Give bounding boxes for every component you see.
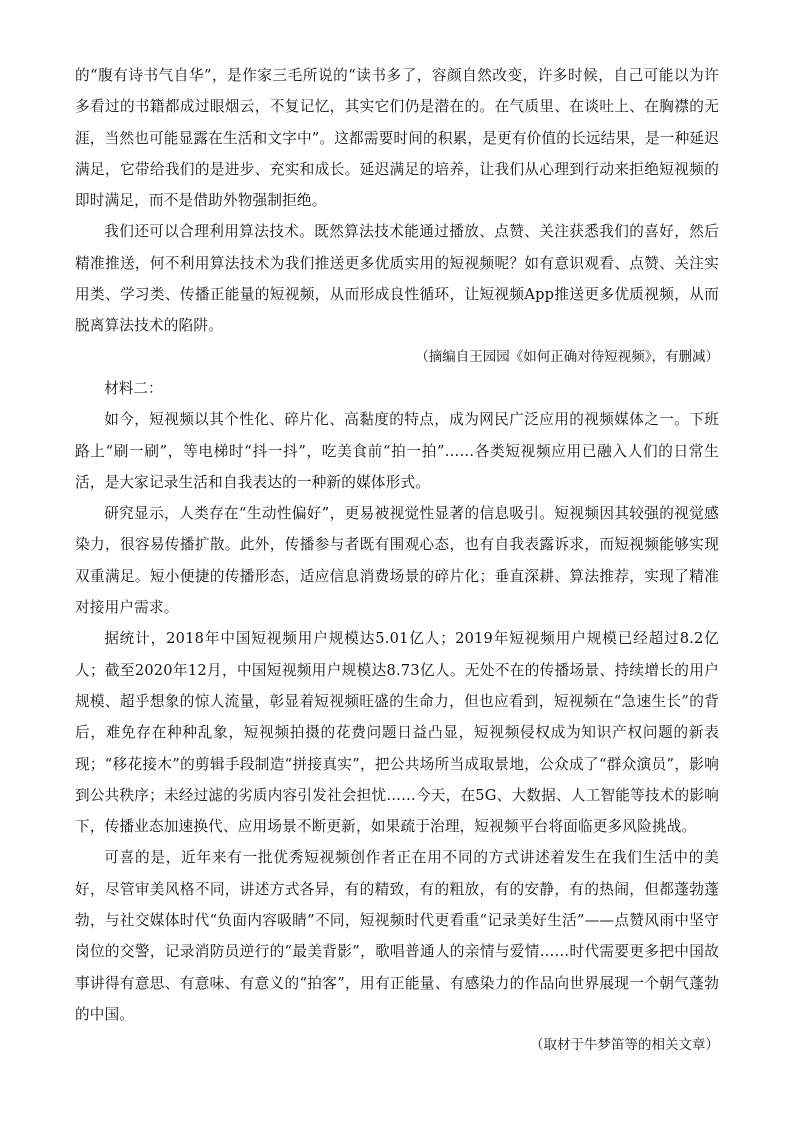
material2-paragraph-3: 据统计，2018年中国短视频用户规模达5.01亿人；2019年短视频用户规模已经超过8.2亿人；截至2020年12月，中国短视频用户规模达8.73亿人。无处不在的传播场景、持续增长的用户规模、超乎想象的惊人流量，彰显着短视频旺盛的生命力，但也应看到，短视频在“急速生长”的背后，难免存在种种乱象，短视频拍摄的花费问题日益凸显，短视频侵权成为知识产权问题的新表现；“移花接木”的剪辑手段制造“拼接真实”，把公共场所当成取景地，公众成了“群众演员”，影响到公共秩序；未经过滤的劣质内容引发社会担忧……今天，在5G、大数据、人工智能等技术的影响下，传播业态加速换代、应用场景不断更新，如果疏于治理，短视频平台将面临更多风险挑战。 (75, 630, 719, 836)
material2-paragraph-4: 可喜的是，近年来有一批优秀短视频创作者正在用不同的方式讲述着发生在我们生活中的美好，尽管审美风格不同，讲述方式各异，有的精致，有的粗放，有的安静，有的热闹，但都蓬勃蓬勃，与社交媒体时代“负面内容吸睛”不同，短视频时代更看重“记录美好生活”——点赞风雨中坚守岗位的交警，记录消防员逆行的“最美背影”，歌唱普通人的亲情与爱情……时代需要更多把中国故事讲得有意思、有意味、有意义的“拍客”，用有正能量、有感染力的作品向世界展现一个朝气蓬勃的中国。 (75, 849, 719, 1023)
material2-source: （取材于牛梦笛等的相关文章） (530, 1037, 719, 1054)
material1-source: （摘编自王园园《如何正确对待短视频》，有删减） (415, 348, 719, 365)
material2-paragraph-1: 如今，短视频以其个性化、碎片化、高黏度的特点，成为网民广泛应用的视频媒体之一。下班路上“刷一刷”，等电梯时“抖一抖”，吃美食前“拍一拍”……各类短视频应用已融入人们的日常生活，是大家记录生活和自我表达的一种新的媒体形式。 (75, 411, 719, 491)
material2-label: 材料二： (104, 379, 163, 397)
document-page (75, 60, 719, 1062)
material1-paragraph-1: 的“腹有诗书气自华”，是作家三毛所说的“读书多了，容颜自然改变，许多时候，自己可能以为许多看过的书籍都成过眼烟云，不复记忆，其实它们仍是潜在的。在气质里、在谈吐上、在胸襟的无涯，当然也可能显露在生活和文字中”。这都需要时间的积累，是更有价值的长远结果，是一种延迟满足，它带给我们的是进步、充实和成长。延迟满足的培养，让我们从心理到行动来拒绝短视频的即时满足，而不是借助外物强制拒绝。 (75, 67, 719, 210)
material1-paragraph-2: 我们还可以合理利用算法技术。既然算法技术能通过播放、点赞、关注获悉我们的喜好，然后精准推送，何不利用算法技术为我们推送更多优质实用的短视频呢？如有意识观看、点赞、关注实用类、学习类、传播正能量的短视频，从而形成良性循环，让短视频App推送更多优质视频，从而脱离算法技术的陷阱。 (75, 223, 719, 335)
material2-paragraph-2: 研究显示，人类存在“生动性偏好”，更易被视觉性显著的信息吸引。短视频因其较强的视觉感染力，很容易传播扩散。此外，传播参与者既有围观心态，也有自我表露诉求，而短视频能够实现双重满足。短小便捷的传播形态，适应信息消费场景的碎片化；垂直深耕、算法推荐，实现了精准对接用户需求。 (75, 505, 719, 617)
